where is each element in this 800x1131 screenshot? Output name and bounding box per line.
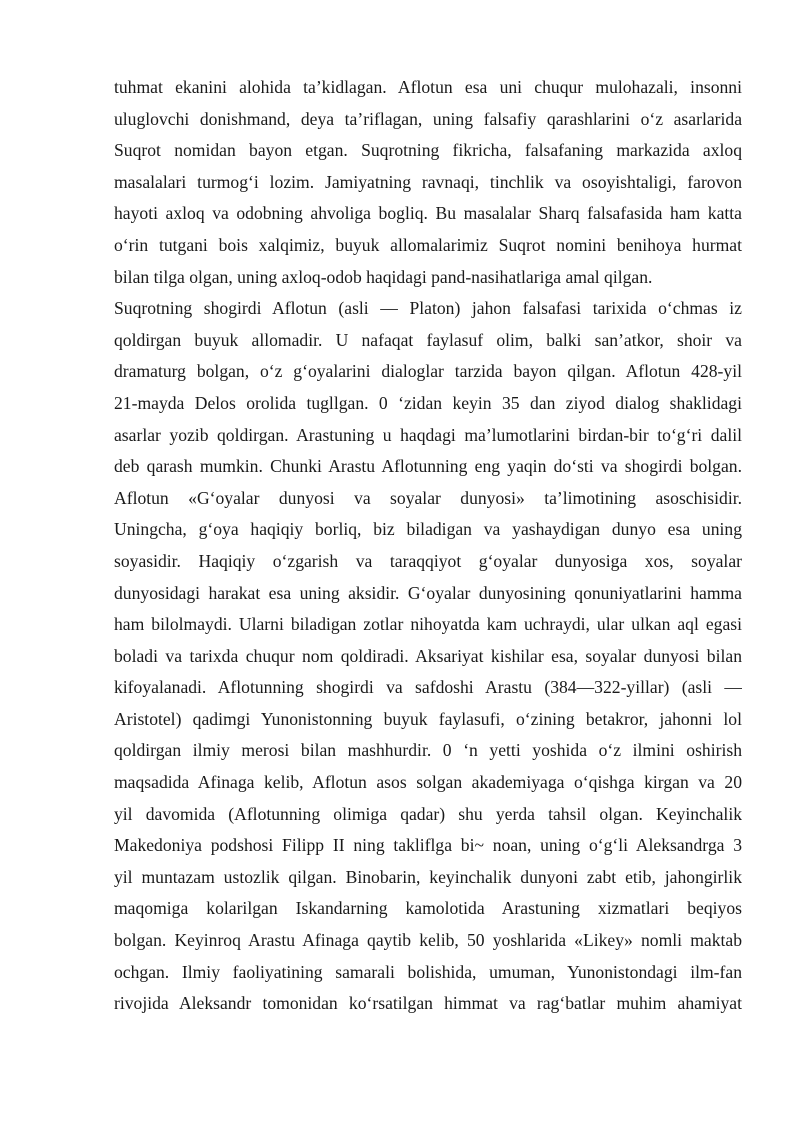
text-line: Aflotun «G‘oyalar dunyosi va soyalar dunyosi» ta’limotining asoschisidir. <box>114 487 742 508</box>
text-line: uluglovchi donishmand, deya ta’riflagan, uning falsafiy qarashlarini o‘z asarlarida <box>114 108 742 129</box>
text-line: yil davomida (Aflotunning olimiga qadar) shu yerda tahsil olgan. Keyinchalik <box>114 803 742 824</box>
text-line: hayoti axloq va odobning ahvoliga bogliq. Bu masalalar Sharq falsafasida ham katta <box>114 203 742 224</box>
text-line: Suqrotning shogirdi Aflotun (asli — Platon) jahon falsafasi tarixida o‘chmas iz <box>114 298 742 319</box>
text-line: soyasidir. Haqiqiy o‘zgarish va taraqqiyot g‘oyalar dunyosiga xos, soyalar <box>114 550 742 571</box>
text-line: Aristotel) qadimgi Yunonistonning buyuk faylasufi, o‘zining betakror, jahonni lol <box>114 708 742 729</box>
text-line: rivojida Aleksandr tomonidan ko‘rsatilgan himmat va rag‘batlar muhim ahamiyat <box>114 993 742 1014</box>
text-line: ham bilolmaydi. Ularni biladigan zotlar nihoyatda kam uchraydi, ular ulkan aql egasi <box>114 614 742 635</box>
text-line: maqsadida Afinaga kelib, Aflotun asos solgan akademiyaga o‘qishga kirgan va 20 <box>114 772 742 793</box>
text-line: bilan tilga olgan, uning axloq-odob haqidagi pand-nasihatlariga amal qilgan. <box>114 266 653 287</box>
text-line: maqomiga kolarilgan Iskandarning kamolotida Arastuning xizmatlari beqiyos <box>114 898 742 919</box>
text-line: boladi va tarixda chuqur nom qoldiradi. Aksariyat kishilar esa, soyalar dunyosi bilan <box>114 645 742 666</box>
text-line: kifoyalanadi. Aflotunning shogirdi va safdoshi Arastu (384—322-yillar) (asli — <box>114 677 742 698</box>
text-line: Uningcha, g‘oya haqiqiy borliq, biz biladigan va yashaydigan dunyo esa uning <box>114 519 742 540</box>
text-line: 21-mayda Delos orolida tugllgan. 0 ‘zidan keyin 35 dan ziyod dialog shaklidagi <box>114 392 742 413</box>
text-line: asarlar yozib qoldirgan. Arastuning u haqdagi ma’lumotlarini birdan-bir to‘g‘ri dalil <box>114 424 742 445</box>
text-line: yil muntazam ustozlik qilgan. Binobarin, keyinchalik dunyoni zabt etib, jahongirlik <box>114 866 742 887</box>
text-line: Makedoniya podshosi Filipp II ning takliflga bi~ noan, uning o‘g‘li Aleksandrga 3 <box>114 835 742 856</box>
text-line: masalalari turmog‘i lozim. Jamiyatning ravnaqi, tinchlik va osoyishtaligi, farovon <box>114 171 742 192</box>
text-line: qoldirgan buyuk allomadir. U nafaqat faylasuf olim, balki san’atkor, shoir va <box>114 329 742 350</box>
text-line: Suqrot nomidan bayon etgan. Suqrotning fikricha, falsafaning markazida axloq <box>114 140 742 161</box>
text-line: deb qarash mumkin. Chunki Arastu Aflotunning eng yaqin do‘sti va shogirdi bolgan. <box>114 456 742 477</box>
text-line: qoldirgan ilmiy merosi bilan mashhurdir. 0 ‘n yetti yoshida o‘z ilmini oshirish <box>114 740 742 761</box>
text-line: o‘rin tutgani bois xalqimiz, buyuk allomalarimiz Suqrot nomini benihoya hurmat <box>114 234 742 255</box>
text-line: dunyosidagi harakat esa uning aksidir. G‘oyalar dunyosining qonuniyatlarini hamma <box>114 582 742 603</box>
text-line: dramaturg bolgan, o‘z g‘oyalarini dialoglar tarzida bayon qilgan. Aflotun 428-yil <box>114 361 742 382</box>
text-line: ochgan. Ilmiy faoliyatining samarali bolishida, umuman, Yunonistondagi ilm-fan <box>114 961 742 982</box>
text-line: bolgan. Keyinroq Arastu Afinaga qaytib kelib, 50 yoshlarida «Likey» nomli maktab <box>114 930 742 951</box>
text-line: tuhmat ekanini alohida ta’kidlagan. Aflotun esa uni chuqur mulohazali, insonni <box>114 77 742 97</box>
body-text <box>114 72 742 1020</box>
